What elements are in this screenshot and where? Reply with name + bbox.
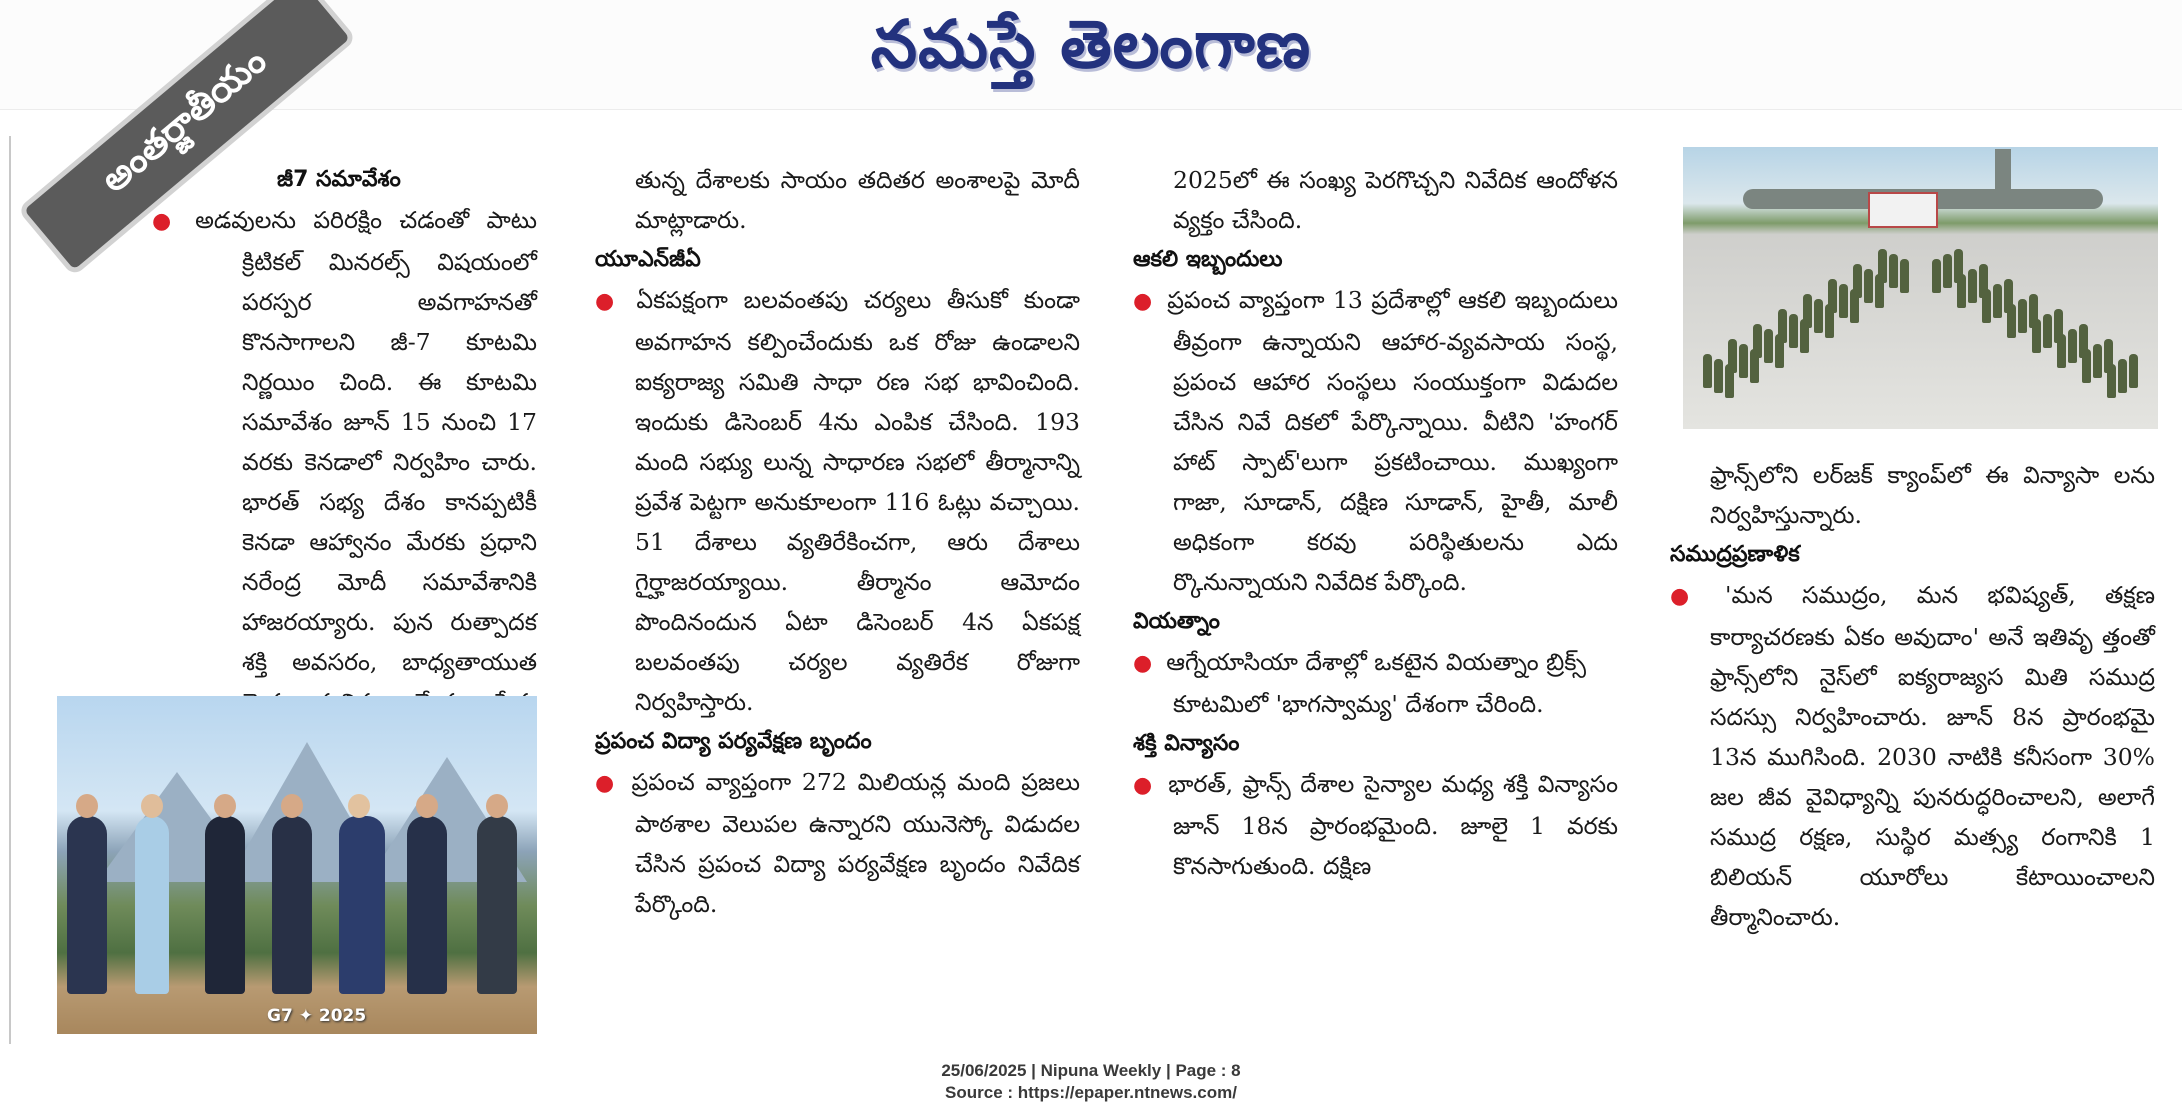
bullet-icon: ● xyxy=(1670,584,1711,609)
g7-heading: జీ7 సమావేశం xyxy=(277,167,401,192)
column-3 xyxy=(1133,160,1618,886)
soldier-figure xyxy=(1814,299,1823,333)
soldier-figure xyxy=(1900,259,1909,293)
soldier-figure xyxy=(2107,364,2116,398)
shakti-text: భారత్, ఫ్రాన్స్ దేశాల సైన్యాల మధ్య శక్తి విన్యాసం జూన్ 18న ప్రారంభమైంది. జూలై 1 వరకు కొనసాగుతుంది. దక్షిణ xyxy=(1168,770,1618,880)
soldier-figure xyxy=(1825,304,1834,338)
soldier-figure xyxy=(1864,269,1873,303)
unga-text: ఏకపక్షంగా బలవంతపు చర్యలు తీసుకో కుండా అవగాహన కల్పించేందుకు ఒక రోజు ఉండాలని ఐక్యరాజ్య సమితి సాధా రణ సభ భావించింది. ఇందుకు డిసెంబర్ 4ను ఎంపిక చేసింది. 193 మంది సభ్యు లున్న సాధారణ సభలో తీర్మానాన్ని ప్రవేశ పెట్టగా అనుకూలంగా 116 ఓట్లు వచ్చాయి. 51 దేశాలు వ్యతిరేకించగా, ఆరు దేశాలు గైర్హాజరయ్యాయి. తీర్మానం ఆమోదం పొందినందున ఏటా డిసెంబర్ 4న ఏకపక్ష బలవంతపు చర్యల వ్యతిరేక రోజుగా నిర్వహిస్తారు. xyxy=(635,286,1080,716)
bullet-icon: ● xyxy=(152,209,182,234)
bullet-icon: ● xyxy=(595,289,623,314)
soldier-figure xyxy=(1750,349,1759,383)
hunger-heading: ఆకలి ఇబ్బందులు xyxy=(1133,247,1283,272)
bullet-icon: ● xyxy=(1133,651,1153,676)
soldier-figure xyxy=(2018,299,2027,333)
vietnam-article xyxy=(1133,642,1618,724)
col4-continuation: ఫ్రాన్స్‌లోని లర్‌జక్ క్యాంప్‌లో ఈ విన్యాసా లను నిర్వహిస్తున్నారు. xyxy=(1710,461,2155,529)
soldier-figure xyxy=(2082,349,2091,383)
education-text: ప్రపంచ వ్యాప్తంగా 272 మిలియన్ల మంది ప్రజలు పాఠశాల వెలుపల ఉన్నారని యునెస్కో విడుదల చేసిన ప్రపంచ విద్యా పర్యవేక్షణ బృందం నివేదిక పేర్కొంది. xyxy=(631,768,1080,918)
vietnam-heading: వియత్నాం xyxy=(1133,609,1220,634)
soldier-figure xyxy=(2118,359,2127,393)
footer-date-line: 25/06/2025 | Nipuna Weekly | Page : 8 xyxy=(941,1061,1241,1080)
g7-text: అడవులను పరిరక్షిం చడంతో పాటు క్రిటికల్ మినరల్స్ విషయంలో పరస్పర అవగాహనతో కొనసాగాలని జీ-7 కూటమి నిర్ణయిం చింది. ఈ కూటమి సమావేశం జూన్ 15 నుంచి 17 వరకు కెనడాలో నిర్వహిం చారు. భారత్ సభ్య దేశం కానప్పటికీ కెనడా ఆహ్వానం మేరకు ప్రధాని నరేంద్ర మోదీ సమావేశానికి హాజరయ్యారు. పున రుత్పాదక శక్తి అవసరం, బాధ్యతాయుత xyxy=(195,206,537,676)
soldier-figure xyxy=(1932,259,1941,293)
column-1 xyxy=(112,160,537,762)
soldier-figure xyxy=(2068,329,2077,363)
soldier-figure xyxy=(2129,354,2138,388)
soldier-figure xyxy=(1943,254,1952,288)
soldier-figure xyxy=(1764,329,1773,363)
soldier-figure xyxy=(1993,284,2002,318)
soldier-figure xyxy=(1739,344,1748,378)
soldier-figure xyxy=(2057,334,2066,368)
bullet-icon: ● xyxy=(595,771,618,796)
shakti-heading: శక్తి విన్యాసం xyxy=(1133,731,1240,756)
col2-continuation: తున్న దేశాలకు సాయం తదితర అంశాలపై మోదీ మాట్లాడారు. xyxy=(635,166,1080,234)
soldier-figure xyxy=(1775,334,1784,368)
g7-summit-photo xyxy=(57,696,537,1034)
shakti-exercise-photo xyxy=(1683,147,2158,429)
column-4 xyxy=(1670,455,2155,937)
soldier-figure xyxy=(1789,314,1798,348)
hunger-text: ప్రపంచ వ్యాప్తంగా 13 ప్రదేశాల్లో ఆకలి ఇబ్బందులు తీవ్రంగా ఉన్నాయని ఆహార-వ్యవసాయ సంస్థ, ప్రపంచ ఆహార సంస్థలు సంయుక్తంగా విడుదల చేసిన నివే దికలో పేర్కొన్నాయి. వీటిని 'హంగర్ హాట్ స్పాట్'లుగా ప్రకటించాయి. ముఖ్యంగా గాజా, సూడాన్, దక్షిణ సూడాన్, హైతీ, మాలీ అధికంగా కరవు పరిస్థితులను ఎదు ర్కొనున్నాయని నివేదిక పేర్కొంది. xyxy=(1167,286,1619,596)
shakti-article xyxy=(1133,764,1618,886)
section-label: అంతర్జాతీయం xyxy=(93,40,275,202)
soldier-figure xyxy=(1957,274,1966,308)
g7-photo-caption: G7 ✦ 2025 xyxy=(267,1006,367,1026)
vietnam-text: ఆగ్నేయాసియా దేశాల్లో ఒకటైన వియత్నాం బ్రిక్స్ కూటమిలో 'భాగస్వామ్య' దేశంగా చేరింది. xyxy=(1166,648,1587,718)
g7-article xyxy=(112,200,537,762)
ocean-article xyxy=(1670,575,2155,937)
soldier-figure xyxy=(1703,354,1712,388)
soldier-figure xyxy=(2093,344,2102,378)
soldier-figure xyxy=(2032,319,2041,353)
ocean-heading: సముద్రప్రణాళిక xyxy=(1670,542,1800,567)
education-article xyxy=(595,762,1080,924)
page-footer xyxy=(0,1060,2182,1104)
column-2 xyxy=(595,160,1080,924)
soldier-figure xyxy=(1839,284,1848,318)
soldier-figure xyxy=(1875,274,1884,308)
soldier-figure xyxy=(1725,364,1734,398)
unga-heading: యూఎన్‌జీఏ xyxy=(595,247,701,272)
hunger-article xyxy=(1133,280,1618,602)
footer-source-line: Source : https://epaper.ntnews.com/ xyxy=(945,1083,1237,1102)
soldier-figure xyxy=(1714,359,1723,393)
soldier-figure xyxy=(2043,314,2052,348)
newspaper-logo: నమస్తే తెలంగాణ xyxy=(870,6,1312,83)
bullet-icon: ● xyxy=(1133,289,1154,314)
ocean-text: 'మన సముద్రం, మన భవిష్యత్, తక్షణ కార్యాచరణకు ఏకం అవుదాం' అనే ఇతివృ త్తంతో ఫ్రాన్స్‌లోని నైస్‌లో ఐక్యరాజ్యస మితి సముద్ర సదస్సు నిర్వహించారు. జూన్ 8న ప్రారంభమై 13న ముగిసింది. 2030 నాటికి కనీసంగా 30% జల జీవ వైవిధ్యాన్ని పునరుద్ధరించాలని, అలాగే సముద్ర రక్షణ, సుస్థిర మత్స్య రంగానికి 1 బిలియన్ యూరోలు కేటాయించాలని తీర్మానించారు. xyxy=(1710,581,2155,931)
col3-continuation: 2025లో ఈ సంఖ్య పెరగొచ్చని నివేదిక ఆందోళన వ్యక్తం చేసింది. xyxy=(1173,166,1618,234)
education-heading: ప్రపంచ విద్యా పర్యవేక్షణ బృందం xyxy=(595,729,872,754)
soldier-figure xyxy=(1850,289,1859,323)
soldier-figure xyxy=(1968,269,1977,303)
soldier-figure xyxy=(1889,254,1898,288)
soldier-figure xyxy=(1982,289,1991,323)
soldier-figure xyxy=(2007,304,2016,338)
left-margin-rule xyxy=(9,136,11,1044)
bullet-icon: ● xyxy=(1133,773,1155,798)
soldier-figure xyxy=(1800,319,1809,353)
unga-article xyxy=(595,280,1080,722)
